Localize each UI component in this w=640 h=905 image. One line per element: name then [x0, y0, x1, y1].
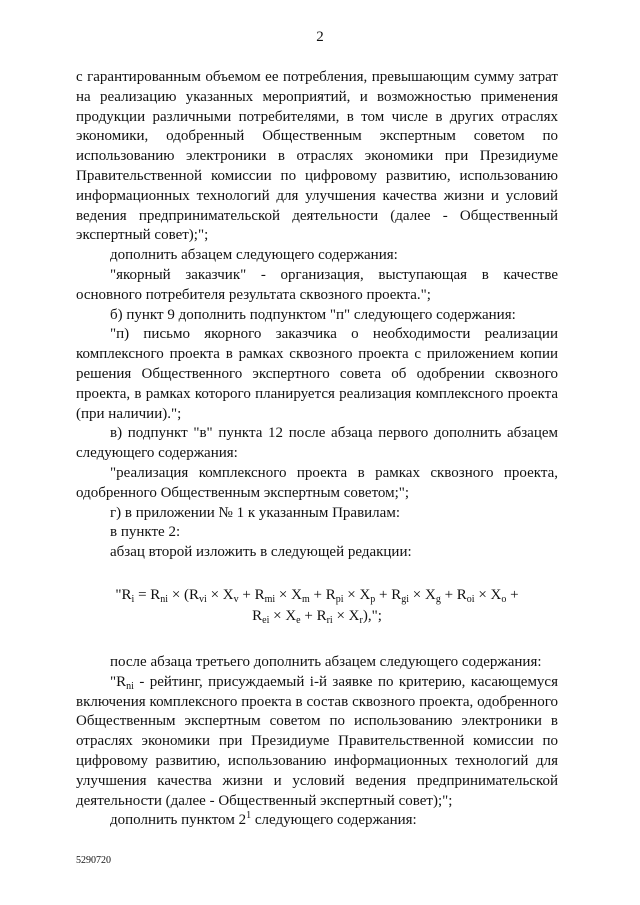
paragraph: "п) письмо якорного заказчика о необходимости реализации комплексного проекта в рамках сквозного проекта с приложением копии решения Общественного экспертного совета об одобрении сквозного проекта, в рамках которого планируется реализация комплексного проекта (при наличии).";	[76, 326, 558, 422]
page-number: 2	[316, 29, 324, 45]
paragraph: "якорный заказчик" - организация, выступающая в качестве основного потребителя результата сквозного проекта.";	[76, 266, 558, 303]
paragraph: б) пункт 9 дополнить подпунктом "п" следующего содержания:	[110, 306, 516, 323]
document-code: 5290720	[76, 855, 111, 866]
paragraph-text: - рейтинг, присуждаемый i-й заявке по критерию, касающемуся включения комплексного проекта в состав сквозного проекта, одобренного Общественным экспертным советом по использованию электроники в отраслях экономики при Президиуме Правительственной комиссии по цифровому развитию, использованию информационных технологий для улучшения качества жизни и условий ведения предпринимательской деятельности (далее - Общественный экспертный совет);";	[76, 673, 558, 809]
paragraph: абзац второй изложить в следующей редакции:	[110, 544, 412, 561]
paragraph: "$R_{ni}$ - рейтинг, присуждаемый i-й заявке по критерию, касающемуся включения комплексного проекта в состав сквозного проекта, одобренного Общественным экспертным советом по использованию электроники в отраслях экономики при Президиуме Правительственной комиссии по цифровому развитию, использованию информационных технологий для улучшения качества жизни и условий ведения предпринимательской деятельности (далее - Общественный экспертный совет);";	[76, 673, 558, 809]
paragraph: "реализация комплексного проекта в рамках сквозного проекта, одобренного Общественным экспертным советом;";	[76, 464, 558, 501]
superscript: 1	[246, 810, 252, 822]
paragraph-text: следующего содержания:	[251, 812, 417, 829]
paragraph: в) подпункт "в" пункта 12 после абзаца первого дополнить абзацем следующего содержания:	[76, 425, 558, 462]
paragraph	[76, 811, 558, 831]
paragraph-text: дополнить пунктом 2	[110, 812, 247, 829]
rating-formula: "$R_i = R_{ni} \times (R_{vi} \times X_v + R_{mi} \times X_m + R_{pi} \times X_p + R_{gi} \times X_g + R_{oi} \times X_o$ + $R_{ei} \times X_e + R_{ri} \times X_r$),";	[115, 586, 519, 626]
paragraph: в пункте 2:	[110, 524, 181, 541]
document-body	[76, 68, 558, 831]
paragraph: дополнить абзацем следующего содержания:	[110, 247, 398, 264]
paragraph: с гарантированным объемом ее потребления, превышающим сумму затрат на реализацию указанных мероприятий, и возможностью применения продукции различными потребителями, в том числе в других отраслях экономики, одобренный Общественным экспертным советом по использованию электроники в отраслях экономики при Президиуме Правительственной комиссии по цифровому развитию, использованию информационных технологий для улучшения качества жизни и условий ведения предпринимательской деятельности (далее - Общественный экспертный совет);";	[76, 69, 558, 244]
paragraph: после абзаца третьего дополнить абзацем следующего содержания:	[110, 653, 542, 670]
paragraph: г) в приложении № 1 к указанным Правилам:	[110, 504, 400, 521]
